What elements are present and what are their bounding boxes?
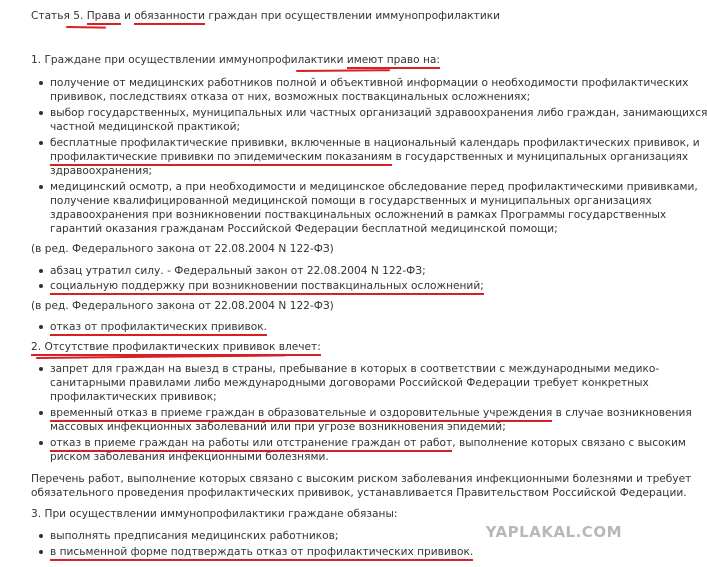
list-item — [50, 279, 484, 293]
highlight-refusal: отказ от профилактических прививок. — [50, 321, 267, 336]
article-number: Статья 5. — [31, 10, 84, 22]
list-item-text: в случае возникновения — [555, 407, 692, 419]
watermark-logo: YAPLAKAL.COM — [485, 523, 622, 541]
marker-stroke — [296, 69, 390, 72]
list-item-continuation: частной медицинской практикой; — [50, 121, 241, 133]
list-item-text: в государственных и муниципальных организациях — [395, 151, 689, 163]
list-item-continuation: прививок, последствиях отказа от них, возможных поствакцинальных осложнениях; — [50, 91, 531, 103]
section3-intro: 3. При осуществлении иммунопрофилактики граждане обязаны: — [31, 508, 398, 520]
list-item: выполнять предписания медицинских работников; — [50, 530, 339, 542]
list-item: бесплатные профилактические прививки, включенные в национальный календарь профилактических прививок, и — [50, 137, 700, 149]
list-item — [50, 406, 692, 420]
section1-intro-highlight: имеют право на: — [347, 54, 440, 69]
marker-stroke — [66, 26, 106, 29]
highlight-social-support: социальную поддержку при возникновении поствакцинальных осложнений; — [50, 280, 484, 295]
paragraph-line: обязательного проведения профилактических прививок, устанавливается Правительством Российской Федерации. — [31, 487, 687, 499]
title-rest: граждан при осуществлении иммунопрофилактики — [208, 10, 500, 22]
title-word-rights: Права — [87, 10, 121, 25]
article-title — [31, 9, 500, 23]
section2-intro-highlight: 2. Отсутствие профилактических прививок влечет: — [31, 341, 321, 356]
list-item: абзац утратил силу. - Федеральный закон от 22.08.2004 N 122-ФЗ; — [50, 265, 426, 277]
list-item — [50, 545, 473, 559]
title-conjunction: и — [124, 10, 131, 22]
list-item-continuation: получение квалифицированной медицинской помощи в государственных и муниципальных организациях — [50, 195, 652, 207]
list-item-continuation — [50, 150, 688, 164]
section1-intro-text: 1. Граждане при осуществлении иммунопрофилактики — [31, 54, 344, 66]
highlight-work-refusal: отказ в приеме граждан на работы или отстранение граждан от работ — [50, 437, 452, 452]
list-item: медицинский осмотр, а при необходимости и медицинское обследование перед профилактическими прививками, — [50, 181, 698, 193]
paragraph-line: Перечень работ, выполнение которых связано с высоким риском заболевания инфекционными болезнями и требует — [31, 473, 692, 485]
list-item-continuation: здравоохранения при возникновении поствакцинальных осложнений в рамках Программы государственных — [50, 209, 667, 221]
list-item-continuation: риском заболевания инфекционными болезнями. — [50, 451, 329, 463]
amendment-note: (в ред. Федерального закона от 22.08.2004 N 122-ФЗ) — [31, 243, 334, 255]
highlight-written-refusal: в письменной форме подтверждать отказ от профилактических прививок. — [50, 546, 473, 561]
list-item-continuation: санитарными правилами либо международными договорами Российской Федерации требует конкретных — [50, 377, 649, 389]
section2-intro — [31, 340, 321, 354]
highlight-temporary-refusal: временный отказ в приеме граждан в образовательные и оздоровительные учреждения — [50, 407, 552, 422]
list-item-continuation: гарантий оказания гражданам Российской Федерации бесплатной медицинской помощи; — [50, 223, 558, 235]
section1-intro — [31, 53, 440, 67]
list-item-continuation: профилактических прививок; — [50, 391, 217, 403]
list-item — [50, 320, 267, 334]
list-item — [50, 436, 686, 450]
list-item: получение от медицинских работников полной и объективной информации о необходимости профилактических — [50, 77, 689, 89]
list-item-text: , выполнение которых связано с высоким — [452, 437, 686, 449]
list-item: выбор государственных, муниципальных или частных организаций здравоохранения либо граждан, занимающихся — [50, 107, 707, 119]
title-word-duties: обязанности — [134, 10, 205, 25]
list-item-continuation: массовых инфекционных заболеваний или при угрозе возникновения эпидемий; — [50, 421, 506, 433]
highlight-epidemic-indications: профилактические прививки по эпидемическим показаниям — [50, 151, 392, 166]
list-item: запрет для граждан на выезд в страны, пребывание в которых в соответствии с международными медико- — [50, 363, 660, 375]
amendment-note: (в ред. Федерального закона от 22.08.2004 N 122-ФЗ) — [31, 300, 334, 312]
list-item-continuation: здравоохранения; — [50, 165, 153, 177]
